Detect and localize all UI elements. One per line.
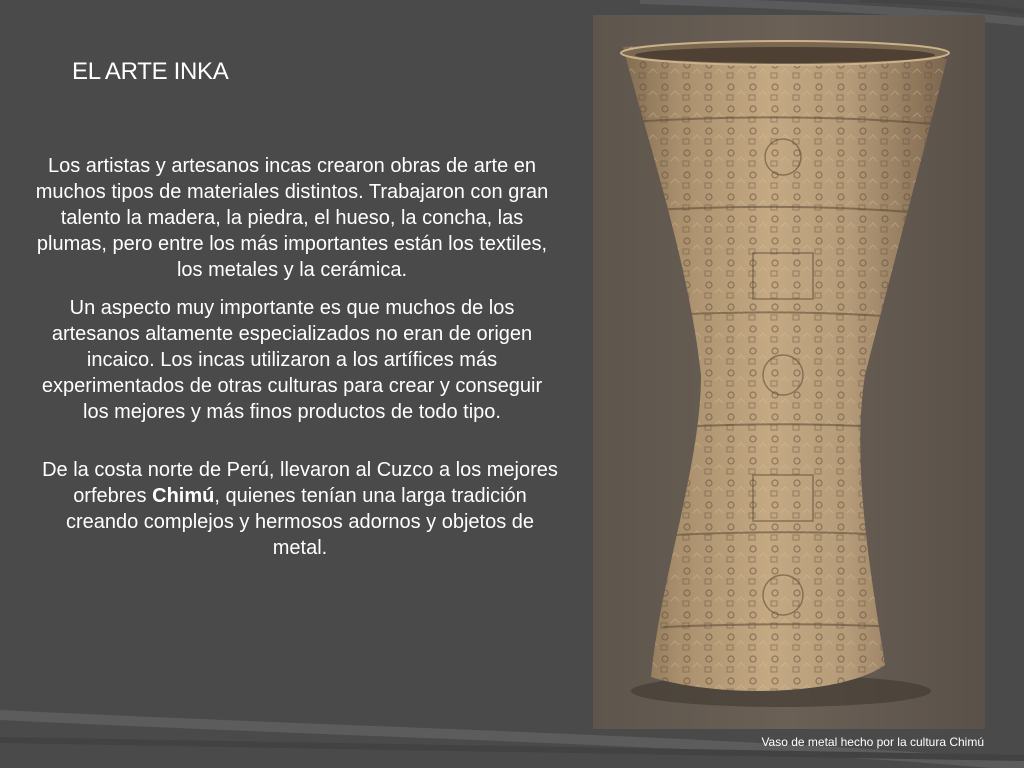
metal-vessel-illustration [593, 15, 985, 729]
slide-title: EL ARTE INKA [72, 58, 229, 85]
paragraph-artisans: Un aspecto muy importante es que muchos de los artesanos altamente especializados no eran de origen incaico. Los incas utilizaron a los artífices más experimentados de otras culturas para crear y conseguir los mejores y más finos productos de todo tipo. [41, 297, 543, 423]
paragraph-chimu-before: De la costa norte de Perú, llevaron al Cuzco a los mejores orfebres [42, 459, 558, 507]
paragraph-chimu-bold: Chimú [152, 485, 215, 507]
paragraph-chimu-after: , quienes tenían una larga tradición creando complejos y hermosos adornos y objetos de metal. [65, 485, 535, 559]
paragraph-materials: Los artistas y artesanos incas crearon obras de arte en muchos tipos de materiales distintos. Trabajaron con gran talento la madera, la piedra, el hueso, la concha, las plumas, pero entre los más importantes están los textiles, los metales y la cerámica. [35, 155, 549, 281]
image-caption: Vaso de metal hecho por la cultura Chimú [761, 735, 984, 749]
vessel-photo [593, 15, 985, 729]
paragraph-chimu [40, 457, 560, 561]
